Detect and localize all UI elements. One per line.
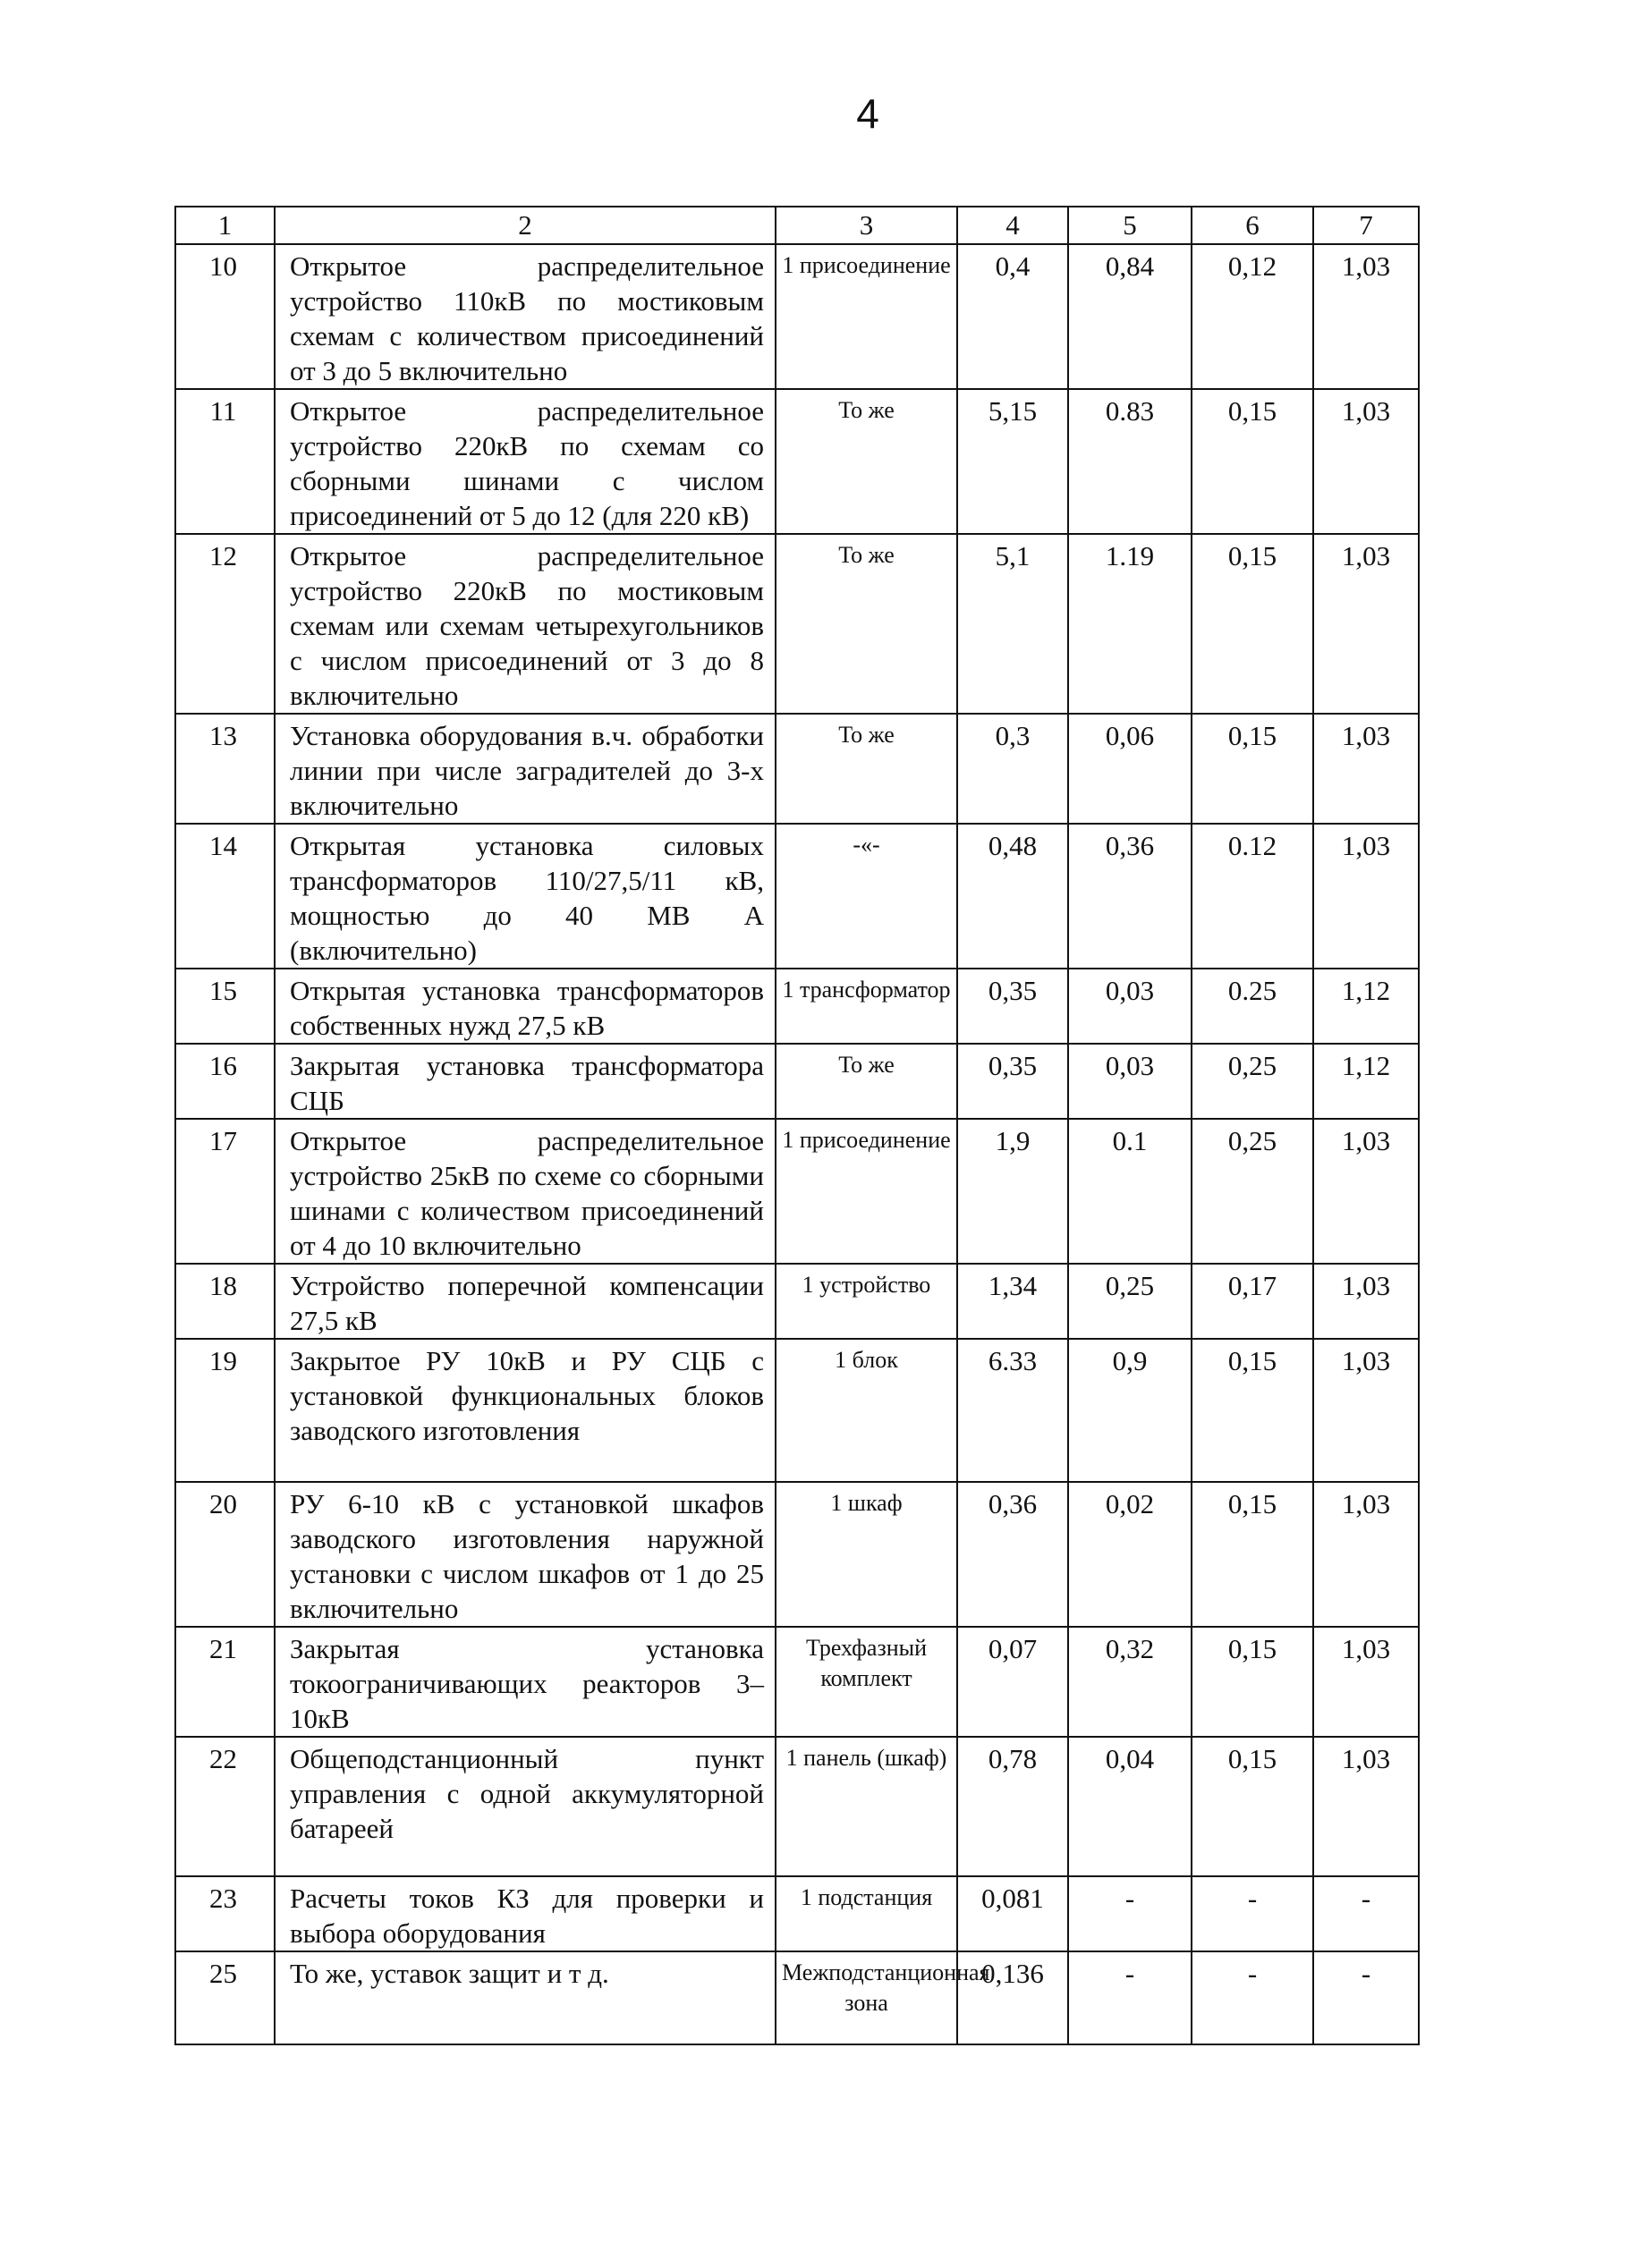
row-number: 25 [175,1951,275,2044]
row-description: Открытое распределительное устройство 220кВ по мостиковым схемам или схемам четырехугольников с числом присоединений от 3 до 8 включительно [275,534,776,714]
row-value-col7: 1,12 [1313,969,1419,1044]
table-row [175,1737,1419,1876]
row-value-col4: 1,9 [957,1119,1068,1264]
table-row [175,1264,1419,1339]
row-value-col7: 1,03 [1313,534,1419,714]
row-unit: 1 панель (шкаф) [776,1737,957,1876]
table-row [175,389,1419,534]
row-description: Открытое распределительное устройство 220кВ по схемам со сборными шинами с числом присоединений от 5 до 12 (для 220 кВ) [275,389,776,534]
row-number: 21 [175,1627,275,1737]
row-value-col4: 0,07 [957,1627,1068,1737]
row-value-col7: 1,03 [1313,714,1419,824]
row-description: Открытая установка силовых трансформаторов 110/27,5/11 кВ, мощностью до 40 МВ А (включительно) [275,824,776,969]
norms-table [174,206,1420,2045]
row-value-col6: - [1192,1876,1313,1951]
row-value-col7: 1,03 [1313,1339,1419,1482]
row-value-col7: 1,03 [1313,824,1419,969]
row-unit: 1 трансформатор [776,969,957,1044]
row-number: 19 [175,1339,275,1482]
row-value-col7: 1,03 [1313,389,1419,534]
table-row [175,244,1419,389]
row-value-col7: 1,03 [1313,1737,1419,1876]
row-value-col5: 0.1 [1068,1119,1192,1264]
row-value-col4: 0,35 [957,969,1068,1044]
row-value-col7: 1,12 [1313,1044,1419,1119]
row-description: Закрытое РУ 10кВ и РУ СЦБ с установкой функциональных блоков заводского изготовления [275,1339,776,1482]
row-description: Открытая установка трансформаторов собственных нужд 27,5 кВ [275,969,776,1044]
row-value-col6: 0,25 [1192,1044,1313,1119]
row-value-col4: 5,15 [957,389,1068,534]
row-unit: -«- [776,824,957,969]
row-value-col5: 0,03 [1068,1044,1192,1119]
table-header-row [175,207,1419,244]
row-number: 11 [175,389,275,534]
row-value-col5: 0,06 [1068,714,1192,824]
row-value-col4: 0,36 [957,1482,1068,1627]
row-value-col4: 5,1 [957,534,1068,714]
row-value-col7: - [1313,1951,1419,2044]
row-description: Закрытая установка трансформатора СЦБ [275,1044,776,1119]
row-value-col5: - [1068,1876,1192,1951]
row-value-col4: 1,34 [957,1264,1068,1339]
row-unit: Трехфазный комплект [776,1627,957,1737]
row-number: 16 [175,1044,275,1119]
row-number: 22 [175,1737,275,1876]
column-header: 5 [1068,207,1192,244]
row-value-col6: 0.25 [1192,969,1313,1044]
row-value-col6: 0,15 [1192,1627,1313,1737]
norms-table-container [174,206,1418,2045]
row-value-col6: 0,15 [1192,1339,1313,1482]
row-value-col5: 0,02 [1068,1482,1192,1627]
row-unit: То же [776,714,957,824]
row-value-col5: 1.19 [1068,534,1192,714]
row-description: Открытое распределительное устройство 25кВ по схеме со сборными шинами с количеством присоединений от 4 до 10 включительно [275,1119,776,1264]
row-value-col6: 0,25 [1192,1119,1313,1264]
row-unit: 1 подстанция [776,1876,957,1951]
row-value-col4: 0,081 [957,1876,1068,1951]
column-header: 6 [1192,207,1313,244]
column-header: 1 [175,207,275,244]
row-description: То же, уставок защит и т д. [275,1951,776,2044]
table-row [175,1339,1419,1482]
row-value-col5: 0,84 [1068,244,1192,389]
row-value-col5: 0.83 [1068,389,1192,534]
table-row [175,1044,1419,1119]
row-value-col6: 0,15 [1192,534,1313,714]
row-description: Открытое распределительное устройство 110кВ по мостиковым схемам с количеством присоединений от 3 до 5 включительно [275,244,776,389]
table-row [175,969,1419,1044]
row-value-col7: 1,03 [1313,1264,1419,1339]
row-value-col4: 0,35 [957,1044,1068,1119]
table-row [175,1482,1419,1627]
row-number: 10 [175,244,275,389]
row-value-col7: 1,03 [1313,1482,1419,1627]
table-row [175,1627,1419,1737]
row-number: 18 [175,1264,275,1339]
row-value-col5: 0,32 [1068,1627,1192,1737]
row-value-col4: 0,4 [957,244,1068,389]
row-value-col5: 0,9 [1068,1339,1192,1482]
row-number: 13 [175,714,275,824]
row-value-col7: 1,03 [1313,1119,1419,1264]
row-number: 14 [175,824,275,969]
row-number: 15 [175,969,275,1044]
row-value-col6: 0,15 [1192,1737,1313,1876]
row-value-col5: 0,04 [1068,1737,1192,1876]
row-description: Устройство поперечной компенсации 27,5 кВ [275,1264,776,1339]
row-value-col4: 0,78 [957,1737,1068,1876]
row-value-col4: 6.33 [957,1339,1068,1482]
row-value-col6: 0,15 [1192,389,1313,534]
column-header: 2 [275,207,776,244]
row-value-col6: 0,15 [1192,714,1313,824]
table-row [175,534,1419,714]
row-unit: 1 устройство [776,1264,957,1339]
row-value-col6: - [1192,1951,1313,2044]
row-unit: То же [776,389,957,534]
row-value-col4: 0,136 [957,1951,1068,2044]
row-description: Общеподстанционный пункт управления с одной аккумуляторной батареей [275,1737,776,1876]
row-unit: То же [776,1044,957,1119]
row-value-col6: 0,17 [1192,1264,1313,1339]
row-unit: То же [776,534,957,714]
row-value-col7: 1,03 [1313,1627,1419,1737]
row-number: 23 [175,1876,275,1951]
row-number: 20 [175,1482,275,1627]
table-row [175,714,1419,824]
row-value-col7: 1,03 [1313,244,1419,389]
row-value-col4: 0,48 [957,824,1068,969]
row-unit: 1 присоединение [776,244,957,389]
row-number: 17 [175,1119,275,1264]
row-description: Расчеты токов КЗ для проверки и выбора оборудования [275,1876,776,1951]
row-value-col5: 0,36 [1068,824,1192,969]
row-description: Установка оборудования в.ч. обработки линии при числе заградителей до 3-х включительно [275,714,776,824]
row-value-col4: 0,3 [957,714,1068,824]
row-unit: 1 присоединение [776,1119,957,1264]
column-header: 3 [776,207,957,244]
row-value-col5: 0,25 [1068,1264,1192,1339]
column-header: 7 [1313,207,1419,244]
row-value-col6: 0,12 [1192,244,1313,389]
row-description: Закрытая установка токоограничивающих реакторов 3–10кВ [275,1627,776,1737]
row-number: 12 [175,534,275,714]
row-value-col7: - [1313,1876,1419,1951]
row-value-col6: 0,15 [1192,1482,1313,1627]
row-value-col5: - [1068,1951,1192,2044]
row-unit: Межподстанционная зона [776,1951,957,2044]
table-row [175,1119,1419,1264]
table-row [175,1876,1419,1951]
page-number: 4 [856,90,879,137]
row-unit: 1 блок [776,1339,957,1482]
column-header: 4 [957,207,1068,244]
row-value-col6: 0.12 [1192,824,1313,969]
table-row [175,1951,1419,2044]
row-value-col5: 0,03 [1068,969,1192,1044]
row-description: РУ 6-10 кВ с установкой шкафов заводского изготовления наружной установки с числом шкафов от 1 до 25 включительно [275,1482,776,1627]
row-unit: 1 шкаф [776,1482,957,1627]
table-row [175,824,1419,969]
